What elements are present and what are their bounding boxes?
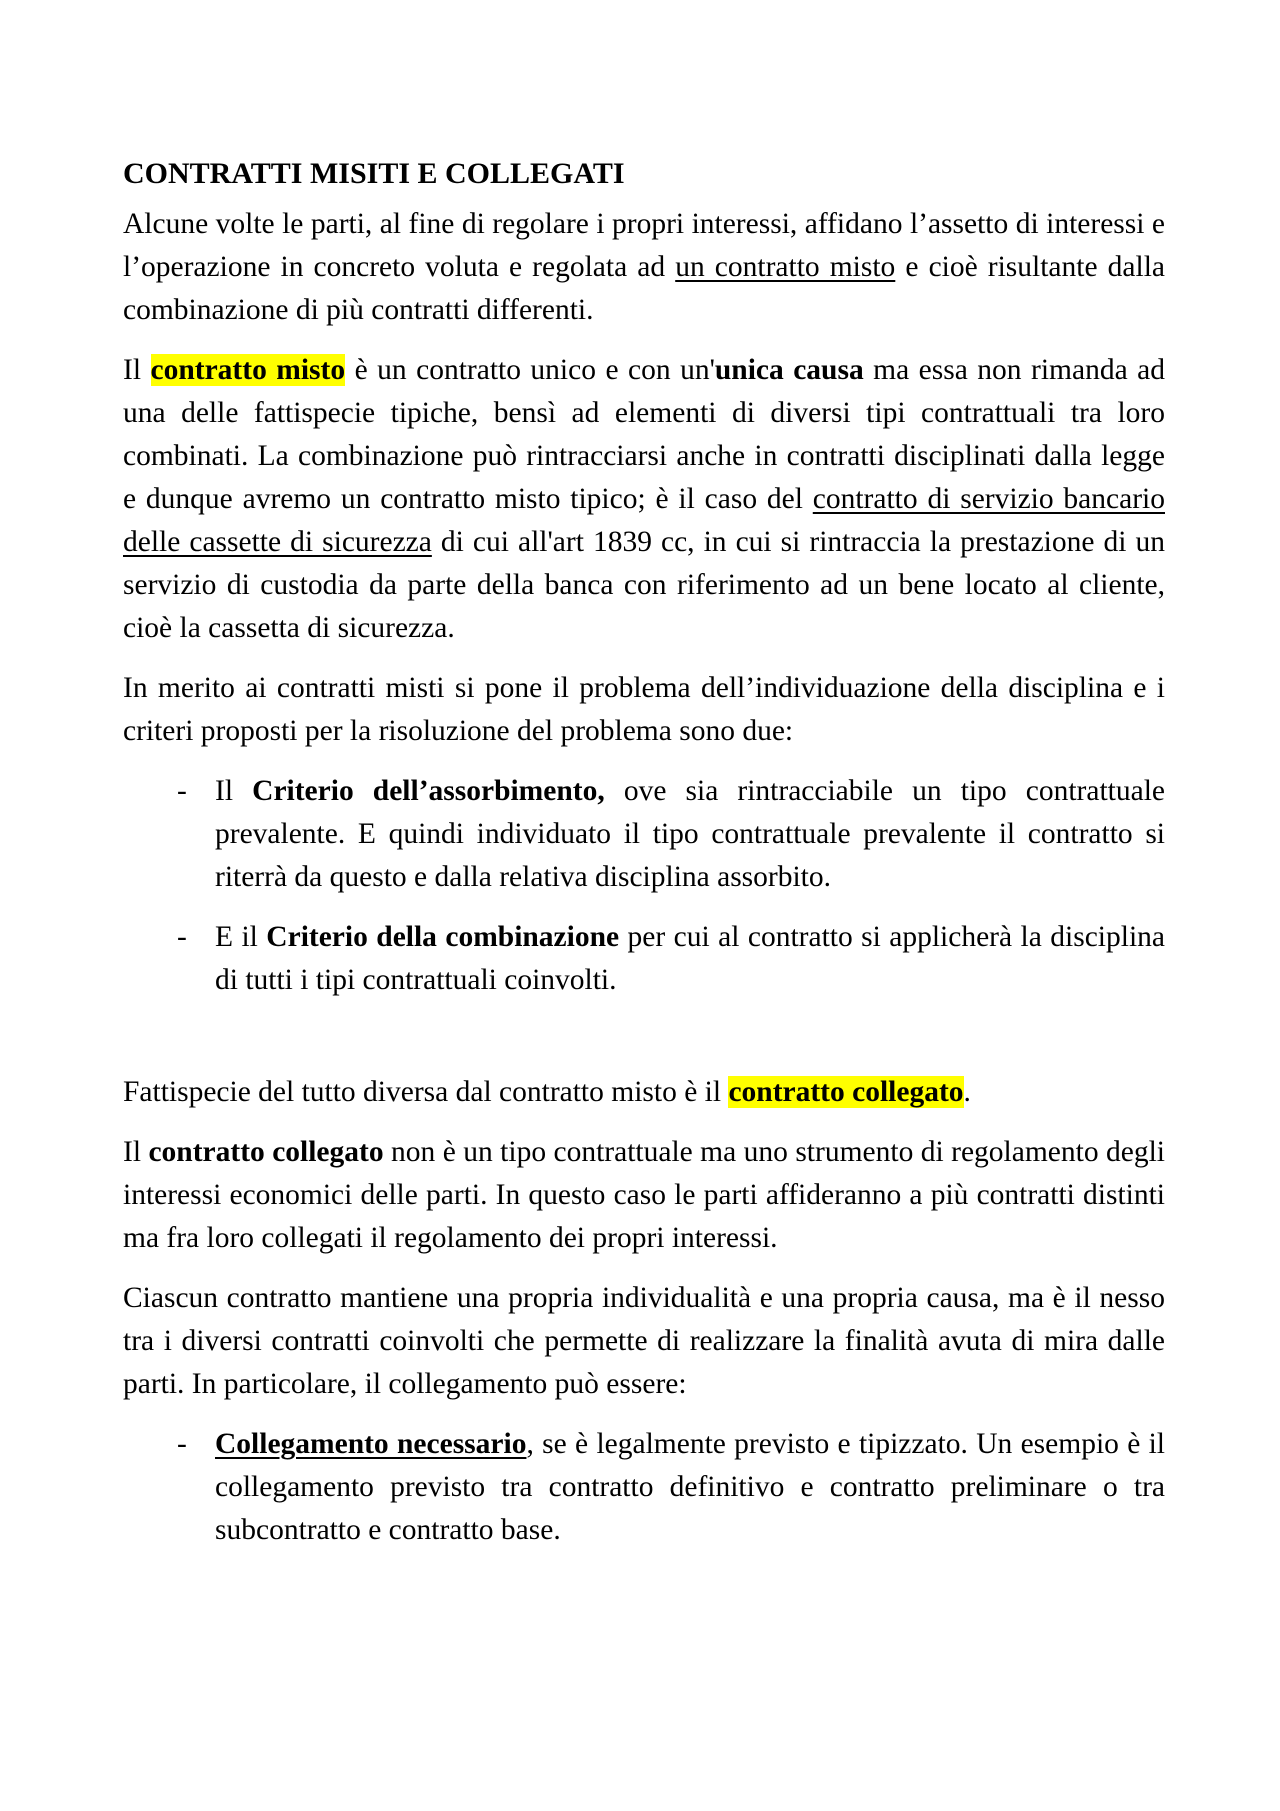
dash-bullet: - — [177, 921, 187, 953]
bold-term: contratto collegato — [148, 1136, 384, 1168]
dash-bullet: - — [177, 1428, 187, 1460]
list-item: - Collegamento necessario, se è legalmente previsto e tipizzato. Un esempio è il collegamento previsto tra contratto definitivo e contratto preliminare o tra subcontratto e contratto base. — [123, 1423, 1165, 1552]
bold-term: unica causa — [714, 354, 864, 386]
bold-underlined-term: Collegamento necessario — [215, 1428, 527, 1460]
highlighted-term: contratto misto — [150, 354, 346, 386]
bold-term: Criterio dell’assorbimento, — [252, 775, 605, 807]
paragraph-contratto-collegato: Il contratto collegato non è un tipo contrattuale ma uno strumento di regolamento degli interessi economici delle parti. In questo caso le parti affideranno a più contratti distinti ma fra loro collegati il regolamento dei propri interessi. — [123, 1136, 1165, 1254]
paragraph-contratto-misto: Il contratto misto è un contratto unico e con un'unica causa ma essa non rimanda ad una delle fattispecie tipiche, bensì ad elementi di diversi tipi contrattuali tra loro combinati. La combinazione può rintracciarsi anche in contratti disciplinati dalla legge e dunque avremo un contratto misto tipico; è il caso del contratto di servizio bancario delle cassette di sicurezza di cui all'art 1839 cc, in cui si rintraccia la prestazione di un servizio di custodia da parte della banca con riferimento ad un bene locato al cliente, cioè la cassetta di sicurezza. — [123, 354, 1165, 644]
list-item: - E il Criterio della combinazione per cui al contratto si applicherà la disciplina di tutti i tipi contrattuali coinvolti. — [123, 916, 1165, 1002]
underlined-text: un contratto misto — [675, 251, 896, 283]
criteria-list — [123, 770, 1165, 1002]
highlighted-term: contratto collegato — [728, 1076, 964, 1108]
underlined-text: contratto di servizio bancario delle cassette di sicurezza — [123, 483, 1165, 558]
paragraph-collegamento: Ciascun contratto mantiene una propria individualità e una propria causa, ma è il nesso tra i diversi contratti coinvolti che permette di realizzare la finalità avuta di mira dalle parti. In particolare, il collegamento può essere: — [123, 1282, 1165, 1400]
list-item: - Il Criterio dell’assorbimento, ove sia rintracciabile un tipo contrattuale prevalente. E quindi individuato il tipo contrattuale prevalente il contratto si riterrà da questo e dalla relativa disciplina assorbito. — [123, 770, 1165, 899]
dash-bullet: - — [177, 775, 187, 807]
page-title: CONTRATTI MISITI E COLLEGATI — [123, 157, 625, 190]
bold-term: Criterio della combinazione — [266, 921, 620, 953]
paragraph-criteri: In merito ai contratti misti si pone il problema dell’individuazione della disciplina e i criteri proposti per la risoluzione del problema sono due: — [123, 672, 1165, 747]
spacer — [123, 1019, 1165, 1071]
collegamento-list — [123, 1423, 1165, 1552]
paragraph-fattispecie: Fattispecie del tutto diversa dal contratto misto è il contratto collegato. — [123, 1076, 971, 1108]
document-body — [123, 152, 1165, 1569]
paragraph-intro: Alcune volte le parti, al fine di regolare i propri interessi, affidano l’assetto di interessi e l’operazione in concreto voluta e regolata ad un contratto misto e cioè risultante dalla combinazione di più contratti differenti. — [123, 208, 1165, 326]
